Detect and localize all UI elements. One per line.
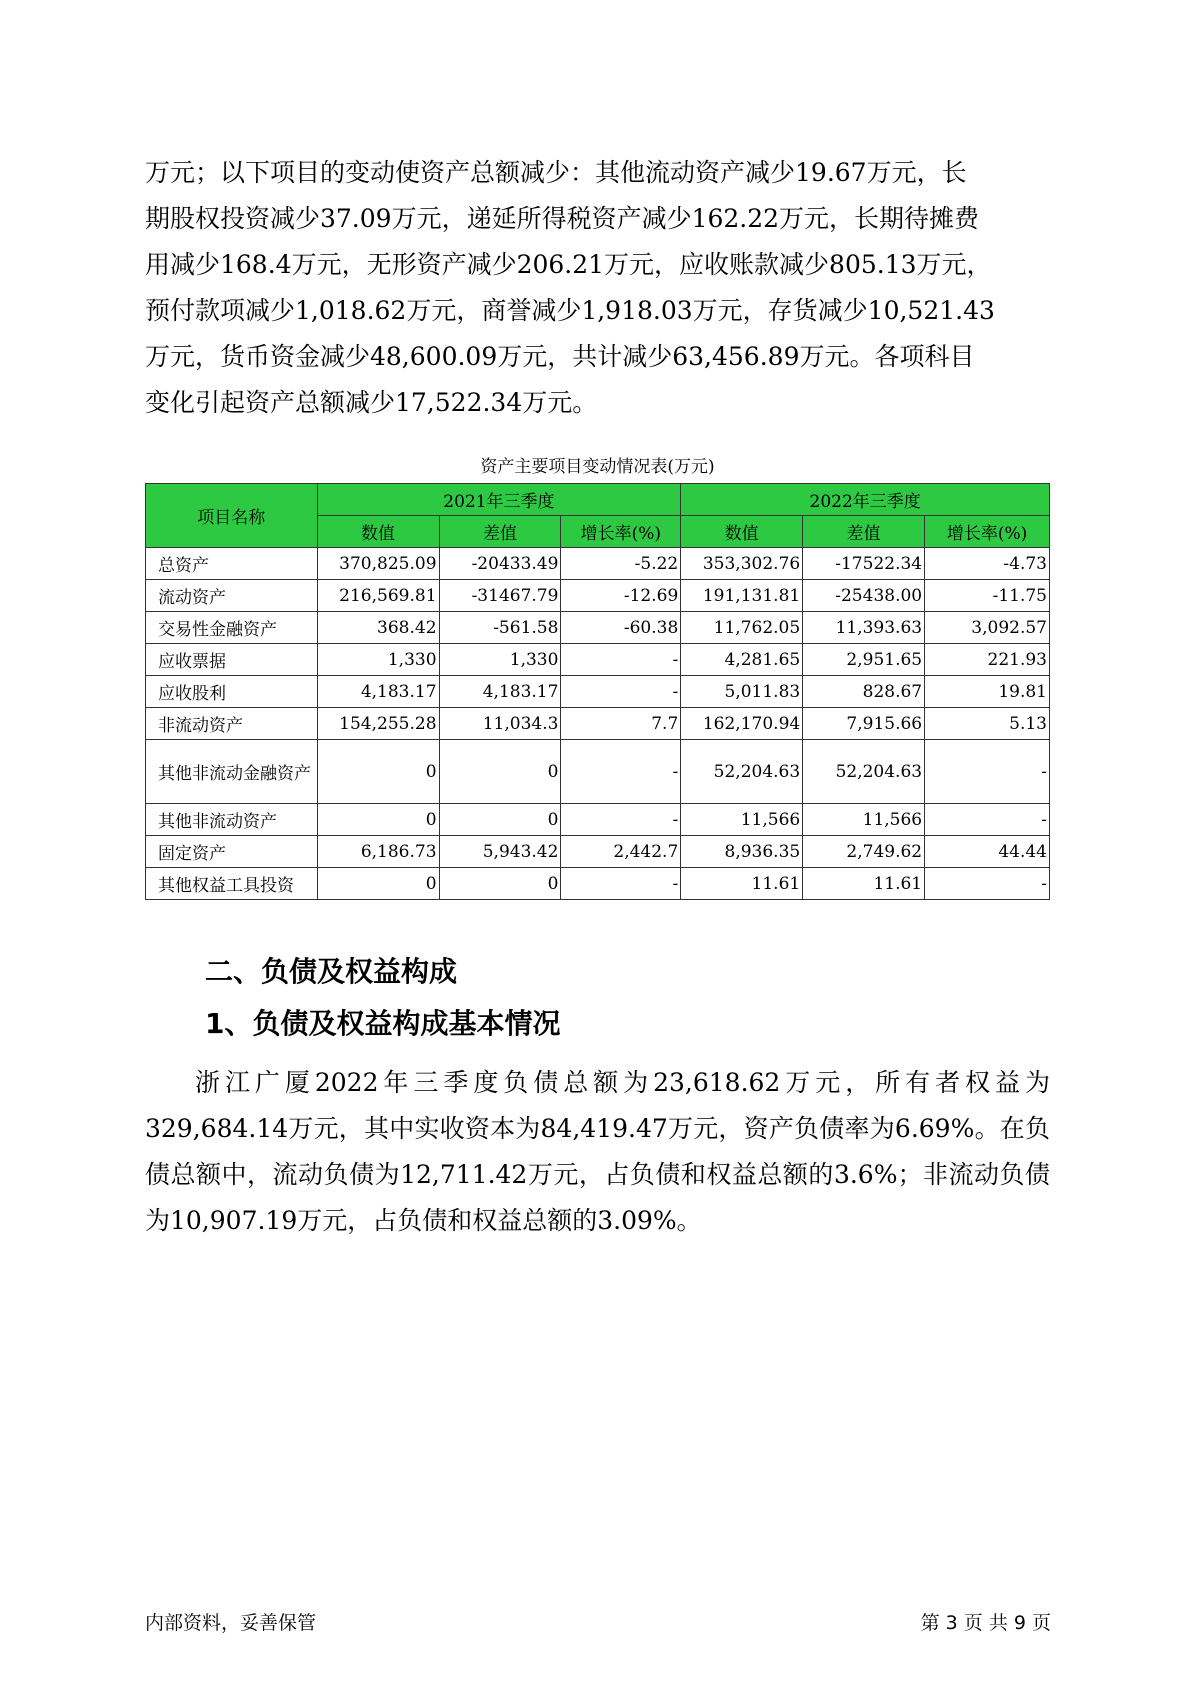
table-cell: 154,255.28 <box>317 708 439 740</box>
table-cell: 5,943.42 <box>439 836 561 868</box>
period-header-2021: 2021年三季度 <box>317 484 681 516</box>
row-label: 流动资产 <box>146 580 318 612</box>
table-cell: 5.13 <box>925 708 1050 740</box>
table-row <box>146 836 1050 868</box>
table-cell: 11,034.3 <box>439 708 561 740</box>
table-cell: 368.42 <box>317 612 439 644</box>
table-cell: - <box>925 868 1050 900</box>
subheader-growth-rate: 增长率(%) <box>925 516 1050 548</box>
table-cell: 11.61 <box>681 868 803 900</box>
table-row <box>146 708 1050 740</box>
table-cell: 0 <box>317 804 439 836</box>
row-label: 应收股利 <box>146 676 318 708</box>
footer-page-number: 第 3 页 共 9 页 <box>920 1612 1051 1634</box>
intro-paragraph <box>145 150 1050 426</box>
table-cell: 221.93 <box>925 644 1050 676</box>
table-cell: - <box>561 740 681 804</box>
table-row <box>146 676 1050 708</box>
table-cell: 52,204.63 <box>681 740 803 804</box>
table-cell: 11.61 <box>803 868 925 900</box>
table-cell: 19.81 <box>925 676 1050 708</box>
table-cell: -20433.49 <box>439 548 561 580</box>
row-label: 固定资产 <box>146 836 318 868</box>
table-cell: -4.73 <box>925 548 1050 580</box>
intro-line: 万元，货币资金减少48,600.09万元，共计减少63,456.89万元。各项科目 <box>145 342 975 371</box>
table-row <box>146 580 1050 612</box>
table-cell: 11,762.05 <box>681 612 803 644</box>
subheader-difference: 差值 <box>439 516 561 548</box>
table-cell: -60.38 <box>561 612 681 644</box>
section-heading: 二、负债及权益构成 <box>205 955 458 988</box>
table-cell: -11.75 <box>925 580 1050 612</box>
table-cell: 0 <box>439 804 561 836</box>
table-cell: -5.22 <box>561 548 681 580</box>
table-cell: - <box>925 804 1050 836</box>
table-cell: 11,393.63 <box>803 612 925 644</box>
row-label: 交易性金融资产 <box>146 612 318 644</box>
table-cell: 1,330 <box>317 644 439 676</box>
row-label: 应收票据 <box>146 644 318 676</box>
subheader-growth-rate: 增长率(%) <box>561 516 681 548</box>
table-row <box>146 740 1050 804</box>
table-row <box>146 804 1050 836</box>
subheader-difference: 差值 <box>803 516 925 548</box>
table-cell: 0 <box>317 868 439 900</box>
table-cell: 353,302.76 <box>681 548 803 580</box>
table-cell: 162,170.94 <box>681 708 803 740</box>
intro-line: 期股权投资减少37.09万元，递延所得税资产减少162.22万元，长期待摊费 <box>145 204 980 233</box>
table-caption: 资产主要项目变动情况表(万元) <box>480 457 715 477</box>
footer-confidential-note: 内部资料，妥善保管 <box>145 1612 317 1634</box>
intro-line: 用减少168.4万元，无形资产减少206.21万元，应收账款减少805.13万元， <box>145 250 992 279</box>
table-cell: 44.44 <box>925 836 1050 868</box>
table-cell: 5,011.83 <box>681 676 803 708</box>
period-header-2022: 2022年三季度 <box>681 484 1050 516</box>
table-cell: 0 <box>439 868 561 900</box>
table-cell: 828.67 <box>803 676 925 708</box>
table-cell: - <box>561 804 681 836</box>
row-label: 其他非流动金融资产 <box>146 740 318 804</box>
table-cell: 3,092.57 <box>925 612 1050 644</box>
table-cell: - <box>561 868 681 900</box>
column-header-item: 项目名称 <box>146 484 318 548</box>
table-cell: -561.58 <box>439 612 561 644</box>
row-label: 其他权益工具投资 <box>146 868 318 900</box>
table-row <box>146 612 1050 644</box>
row-label: 总资产 <box>146 548 318 580</box>
asset-changes-table <box>145 483 1050 900</box>
table-cell: - <box>561 676 681 708</box>
table-cell: - <box>561 644 681 676</box>
table-cell: 4,183.17 <box>317 676 439 708</box>
table-cell: 11,566 <box>803 804 925 836</box>
intro-line: 变化引起资产总额减少17,522.34万元。 <box>145 388 598 417</box>
table-cell: -12.69 <box>561 580 681 612</box>
table-cell: 4,183.17 <box>439 676 561 708</box>
table-cell: 2,951.65 <box>803 644 925 676</box>
table-cell: 0 <box>317 740 439 804</box>
table-cell: 8,936.35 <box>681 836 803 868</box>
table-cell: 7.7 <box>561 708 681 740</box>
table-cell: 370,825.09 <box>317 548 439 580</box>
table-cell: 11,566 <box>681 804 803 836</box>
body-paragraph: 浙江广厦2022年三季度负债总额为23,618.62万元，所有者权益为329,684.14万元，其中实收资本为84,419.47万元，资产负债率为6.69%。在负债总额中，流动负债为12,711.42万元，占负债和权益总额的3.6%；非流动负债为10,907.19万元，占负债和权益总额的3.09%。 <box>145 1068 1050 1235</box>
table-row <box>146 644 1050 676</box>
table-cell: 6,186.73 <box>317 836 439 868</box>
table-cell: - <box>925 740 1050 804</box>
table-cell: 1,330 <box>439 644 561 676</box>
table-row <box>146 868 1050 900</box>
subheader-value: 数值 <box>317 516 439 548</box>
table-cell: 7,915.66 <box>803 708 925 740</box>
table-cell: -31467.79 <box>439 580 561 612</box>
table-cell: 4,281.65 <box>681 644 803 676</box>
intro-line: 万元；以下项目的变动使资产总额减少：其他流动资产减少19.67万元，长 <box>145 158 967 187</box>
table-cell: 2,442.7 <box>561 836 681 868</box>
table-cell: 191,131.81 <box>681 580 803 612</box>
table-cell: 52,204.63 <box>803 740 925 804</box>
table-cell: 0 <box>439 740 561 804</box>
subsection-heading: 1、负债及权益构成基本情况 <box>205 1007 561 1040</box>
intro-line: 预付款项减少1,018.62万元，商誉减少1,918.03万元，存货减少10,521.43 <box>145 296 995 325</box>
table-cell: 2,749.62 <box>803 836 925 868</box>
table-row <box>146 548 1050 580</box>
table-cell: -25438.00 <box>803 580 925 612</box>
row-label: 其他非流动资产 <box>146 804 318 836</box>
table-cell: 216,569.81 <box>317 580 439 612</box>
table-cell: -17522.34 <box>803 548 925 580</box>
subheader-value: 数值 <box>681 516 803 548</box>
row-label: 非流动资产 <box>146 708 318 740</box>
